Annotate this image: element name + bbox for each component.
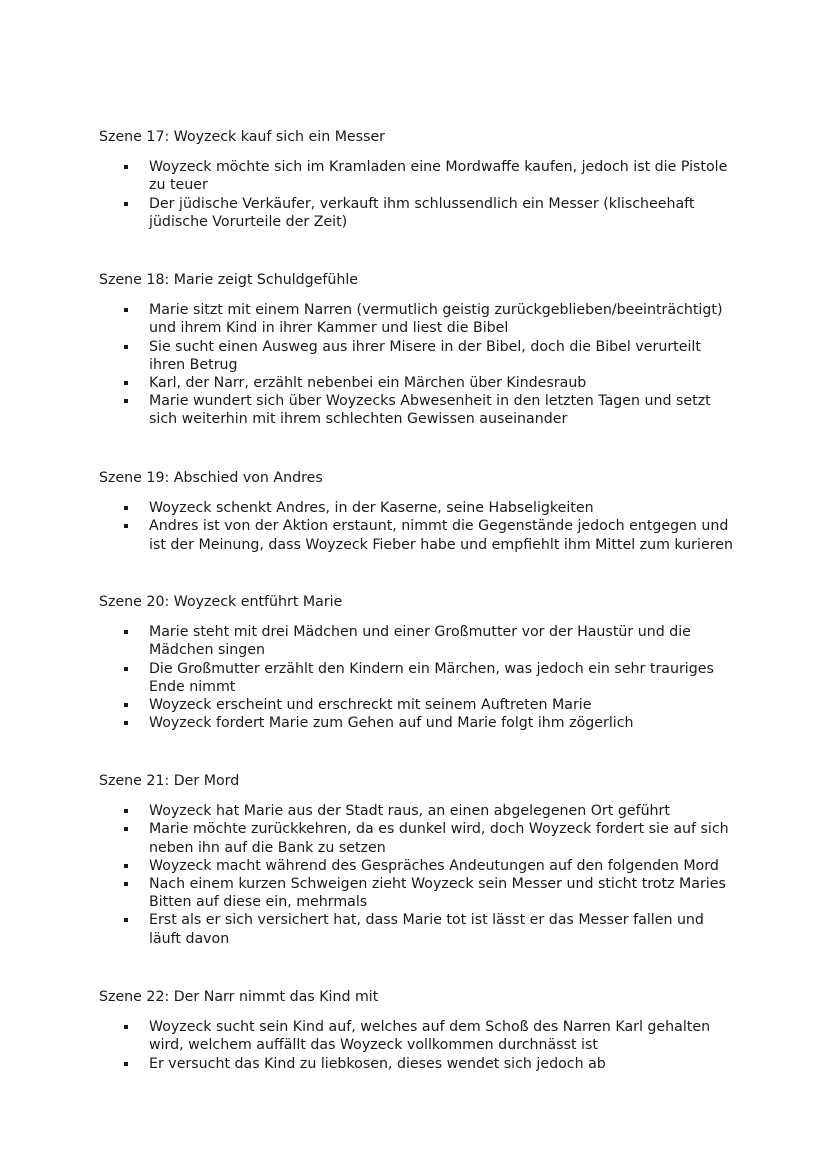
- list-item: Marie steht mit drei Mädchen und einer Großmutter vor der Haustür und die Mädchen singen: [99, 623, 739, 659]
- list-item: Marie möchte zurückkehren, da es dunkel wird, doch Woyzeck fordert sie auf sich neben ihn auf die Bank zu setzen: [99, 820, 739, 856]
- list-item: Woyzeck hat Marie aus der Stadt raus, an einen abgelegenen Ort geführt: [99, 802, 739, 820]
- scene-19: [99, 469, 739, 554]
- bullet-list: [99, 1018, 739, 1073]
- scene-heading: Szene 20: Woyzeck entführt Marie: [99, 594, 343, 610]
- list-item: Woyzeck erscheint und erschreckt mit seinem Auftreten Marie: [99, 696, 739, 714]
- list-item: Er versucht das Kind zu liebkosen, dieses wendet sich jedoch ab: [99, 1055, 739, 1073]
- list-item: Die Großmutter erzählt den Kindern ein Märchen, was jedoch ein sehr trauriges Ende nimmt: [99, 660, 739, 696]
- list-item: Nach einem kurzen Schweigen zieht Woyzeck sein Messer und sticht trotz Maries Bitten auf diese ein, mehrmals: [99, 875, 739, 911]
- list-item: Woyzeck macht während des Gespräches Andeutungen auf den folgenden Mord: [99, 857, 739, 875]
- scene-21: [99, 772, 739, 948]
- list-item: Der jüdische Verkäufer, verkauft ihm schlussendlich ein Messer (klischeehaft jüdische Vorurteile der Zeit): [99, 195, 739, 231]
- list-item: Woyzeck möchte sich im Kramladen eine Mordwaffe kaufen, jedoch ist die Pistole zu teuer: [99, 158, 739, 194]
- scene-heading: Szene 19: Abschied von Andres: [99, 470, 323, 486]
- list-item: Andres ist von der Aktion erstaunt, nimmt die Gegenstände jedoch entgegen und ist der Meinung, dass Woyzeck Fieber habe und empfiehlt ihm Mittel zum kurieren: [99, 517, 739, 553]
- list-item: Woyzeck sucht sein Kind auf, welches auf dem Schoß des Narren Karl gehalten wird, welchem auffällt das Woyzeck vollkommen durchnässt ist: [99, 1018, 739, 1054]
- bullet-list: [99, 499, 739, 554]
- scene-heading: Szene 22: Der Narr nimmt das Kind mit: [99, 989, 379, 1005]
- scene-20: [99, 593, 739, 732]
- scene-17: [99, 128, 739, 231]
- scene-18: [99, 271, 739, 429]
- scene-heading: Szene 17: Woyzeck kauf sich ein Messer: [99, 129, 386, 145]
- scene-heading: Szene 21: Der Mord: [99, 773, 240, 789]
- list-item: Woyzeck schenkt Andres, in der Kaserne, seine Habseligkeiten: [99, 499, 739, 517]
- list-item: Karl, der Narr, erzählt nebenbei ein Märchen über Kindesraub: [99, 374, 739, 392]
- scene-22: [99, 988, 739, 1073]
- list-item: Marie sitzt mit einem Narren (vermutlich geistig zurückgeblieben/beeinträchtigt) und ihrem Kind in ihrer Kammer und liest die Bibel: [99, 301, 739, 337]
- list-item: Erst als er sich versichert hat, dass Marie tot ist lässt er das Messer fallen und läuft davon: [99, 911, 739, 947]
- list-item: Sie sucht einen Ausweg aus ihrer Misere in der Bibel, doch die Bibel verurteilt ihren Betrug: [99, 338, 739, 374]
- bullet-list: [99, 301, 739, 428]
- scene-heading: Szene 18: Marie zeigt Schuldgefühle: [99, 272, 359, 288]
- list-item: Marie wundert sich über Woyzecks Abwesenheit in den letzten Tagen und setzt sich weiterhin mit ihrem schlechten Gewissen auseinander: [99, 392, 739, 428]
- bullet-list: [99, 158, 739, 231]
- bullet-list: [99, 802, 739, 948]
- list-item: Woyzeck fordert Marie zum Gehen auf und Marie folgt ihm zögerlich: [99, 714, 739, 732]
- bullet-list: [99, 623, 739, 732]
